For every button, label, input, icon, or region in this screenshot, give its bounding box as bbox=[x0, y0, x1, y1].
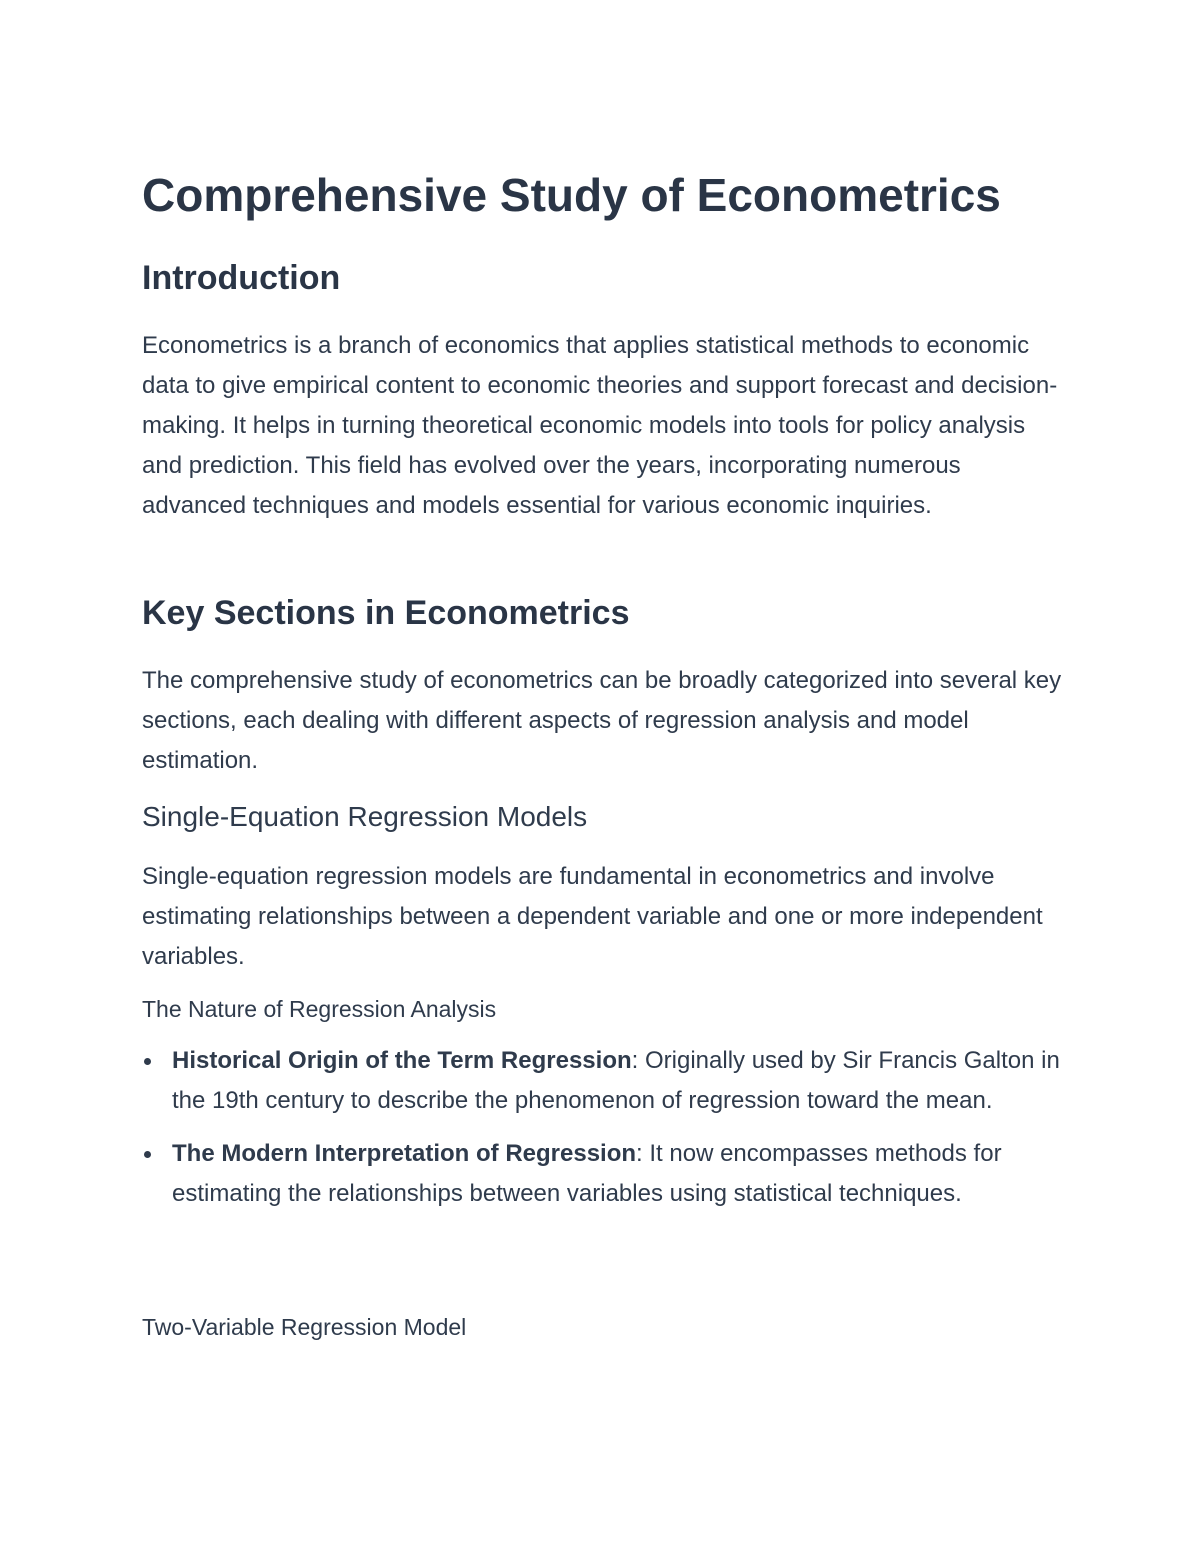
key-sections-heading: Key Sections in Econometrics bbox=[142, 594, 630, 632]
list-item bbox=[142, 1134, 1067, 1214]
nature-of-regression-list bbox=[142, 1041, 1067, 1214]
introduction-heading: Introduction bbox=[142, 259, 341, 297]
bullet-text: : Originally used by Sir Francis Galton in the 19th century to describe the phenomenon of regression toward the mean. bbox=[172, 1047, 1060, 1114]
list-item bbox=[142, 1041, 1067, 1121]
bullet-icon bbox=[144, 1151, 151, 1158]
bullet-icon bbox=[144, 1058, 151, 1065]
bullet-text: : It now encompasses methods for estimating the relationships between variables using statistical techniques. bbox=[172, 1140, 1002, 1207]
single-equation-heading: Single-Equation Regression Models bbox=[142, 801, 588, 832]
introduction-paragraph: Econometrics is a branch of economics that applies statistical methods to economic data to give empirical content to economic theories and support forecast and decision-making. It helps in turning theoretical economic models into tools for policy analysis and prediction. This field has evolved over the years, incorporating numerous advanced techniques and models essential for various economic inquiries. bbox=[142, 332, 1058, 519]
single-equation-paragraph: Single-equation regression models are fundamental in econometrics and involve estimating relationships between a dependent variable and one or more independent variables. bbox=[142, 863, 1043, 970]
bullet-term: Historical Origin of the Term Regression bbox=[172, 1047, 632, 1074]
key-sections-paragraph: The comprehensive study of econometrics can be broadly categorized into several key sections, each dealing with different aspects of regression analysis and model estimation. bbox=[142, 667, 1062, 774]
bullet-term: The Modern Interpretation of Regression bbox=[172, 1140, 637, 1167]
two-variable-heading: Two-Variable Regression Model bbox=[142, 1314, 467, 1340]
document-title: Comprehensive Study of Econometrics bbox=[142, 169, 1001, 221]
nature-of-regression-heading: The Nature of Regression Analysis bbox=[142, 996, 497, 1022]
